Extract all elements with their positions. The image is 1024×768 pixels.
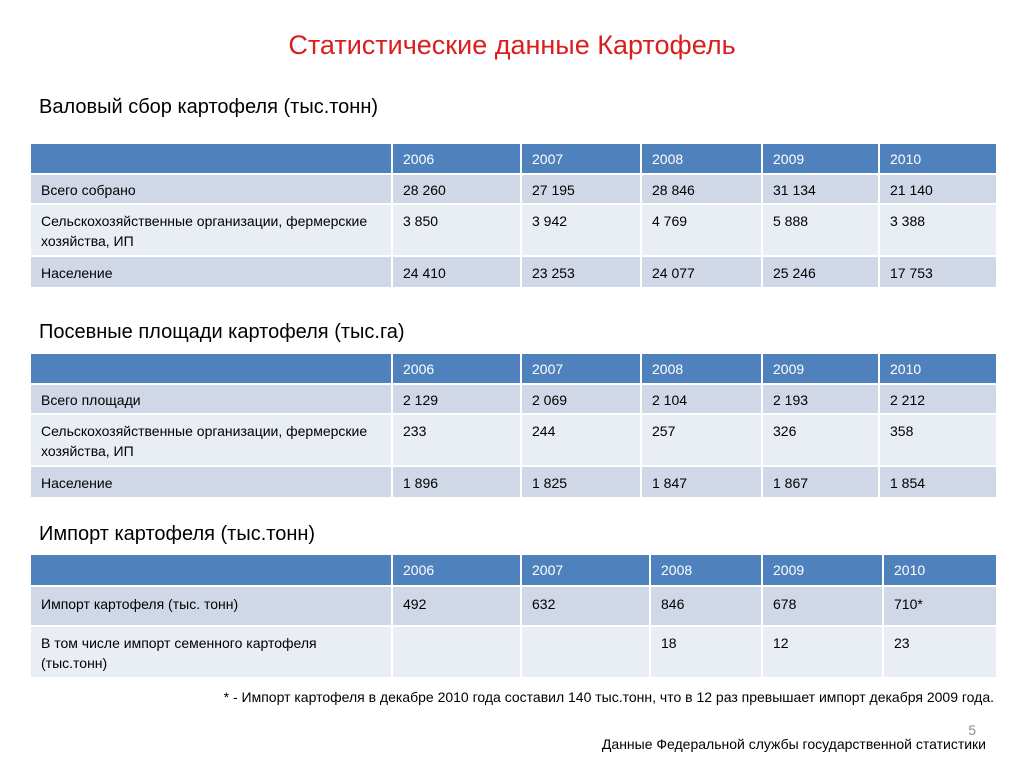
table-cell: 233 (392, 414, 521, 466)
table-cell: 257 (641, 414, 762, 466)
table-cell: 12 (762, 626, 883, 678)
header-cell-empty (30, 554, 392, 586)
table-cell: 1 847 (641, 466, 762, 498)
table-cell: 492 (392, 586, 521, 626)
row-label: Сельскохозяйственные организации, фермерские хозяйства, ИП (30, 204, 392, 256)
table-row (30, 586, 997, 626)
row-label: Всего площади (30, 384, 392, 414)
header-cell-empty (30, 143, 392, 174)
table-cell: 244 (521, 414, 641, 466)
table-cell: 2 104 (641, 384, 762, 414)
table-header-row (30, 554, 997, 586)
year-header: 2007 (521, 554, 650, 586)
table-cell: 632 (521, 586, 650, 626)
table-cell: 4 769 (641, 204, 762, 256)
table-cell: 23 (883, 626, 997, 678)
table-row (30, 256, 997, 288)
table-row (30, 414, 997, 466)
year-header: 2006 (392, 143, 521, 174)
slide-title: Статистические данные Картофель (288, 30, 736, 60)
table-cell: 28 846 (641, 174, 762, 204)
year-header: 2008 (641, 353, 762, 384)
table-cell: 23 253 (521, 256, 641, 288)
year-header: 2006 (392, 353, 521, 384)
source-note: Данные Федеральной службы государственной статистики (601, 736, 986, 752)
table-cell: 17 753 (879, 256, 997, 288)
table-row (30, 384, 997, 414)
row-label: Население (30, 256, 392, 288)
table-row (30, 466, 997, 498)
table-cell: 358 (879, 414, 997, 466)
table-cell (521, 626, 650, 678)
table-cell: 1 896 (392, 466, 521, 498)
area-heading: Посевные площади картофеля (тыс.га) (39, 321, 405, 343)
table-cell: 326 (762, 414, 879, 466)
table-header-row (30, 143, 997, 174)
header-cell-empty (30, 353, 392, 384)
table-cell: 3 388 (879, 204, 997, 256)
table-cell: 3 850 (392, 204, 521, 256)
table-cell: 3 942 (521, 204, 641, 256)
table-cell: 2 129 (392, 384, 521, 414)
table-row (30, 174, 997, 204)
harvest-heading: Валовый сбор картофеля (тыс.тонн) (39, 96, 379, 118)
import-heading: Импорт картофеля (тыс.тонн) (39, 523, 316, 545)
table-cell: 2 212 (879, 384, 997, 414)
table-cell: 710* (883, 586, 997, 626)
table-cell: 31 134 (762, 174, 879, 204)
table-cell: 2 193 (762, 384, 879, 414)
table-cell: 18 (650, 626, 762, 678)
area-table (29, 352, 998, 499)
table-cell: 1 825 (521, 466, 641, 498)
footnote: * - Импорт картофеля в декабре 2010 года составил 140 тыс.тонн, что в 12 раз превышает импорт декабря 2009 года. (223, 689, 994, 705)
row-label: Сельскохозяйственные организации, фермерские хозяйства, ИП (30, 414, 392, 466)
table-cell: 678 (762, 586, 883, 626)
table-cell: 24 077 (641, 256, 762, 288)
table-cell: 21 140 (879, 174, 997, 204)
import-table (29, 553, 998, 679)
table-cell: 1 867 (762, 466, 879, 498)
table-cell: 2 069 (521, 384, 641, 414)
year-header: 2010 (883, 554, 997, 586)
row-label: Импорт картофеля (тыс. тонн) (30, 586, 392, 626)
table-cell: 28 260 (392, 174, 521, 204)
table-header-row (30, 353, 997, 384)
year-header: 2009 (762, 554, 883, 586)
year-header: 2010 (879, 353, 997, 384)
row-label: В том числе импорт семенного картофеля (тыс.тонн) (30, 626, 392, 678)
table-cell: 27 195 (521, 174, 641, 204)
year-header: 2008 (650, 554, 762, 586)
table-cell (392, 626, 521, 678)
year-header: 2006 (392, 554, 521, 586)
row-label: Всего собрано (30, 174, 392, 204)
year-header: 2009 (762, 353, 879, 384)
table-cell: 846 (650, 586, 762, 626)
harvest-table (29, 142, 998, 289)
year-header: 2007 (521, 143, 641, 174)
table-cell: 5 888 (762, 204, 879, 256)
table-cell: 25 246 (762, 256, 879, 288)
year-header: 2009 (762, 143, 879, 174)
page-number: 5 (968, 722, 976, 738)
year-header: 2008 (641, 143, 762, 174)
table-cell: 1 854 (879, 466, 997, 498)
table-row (30, 204, 997, 256)
year-header: 2007 (521, 353, 641, 384)
row-label: Население (30, 466, 392, 498)
table-cell: 24 410 (392, 256, 521, 288)
year-header: 2010 (879, 143, 997, 174)
table-row (30, 626, 997, 678)
